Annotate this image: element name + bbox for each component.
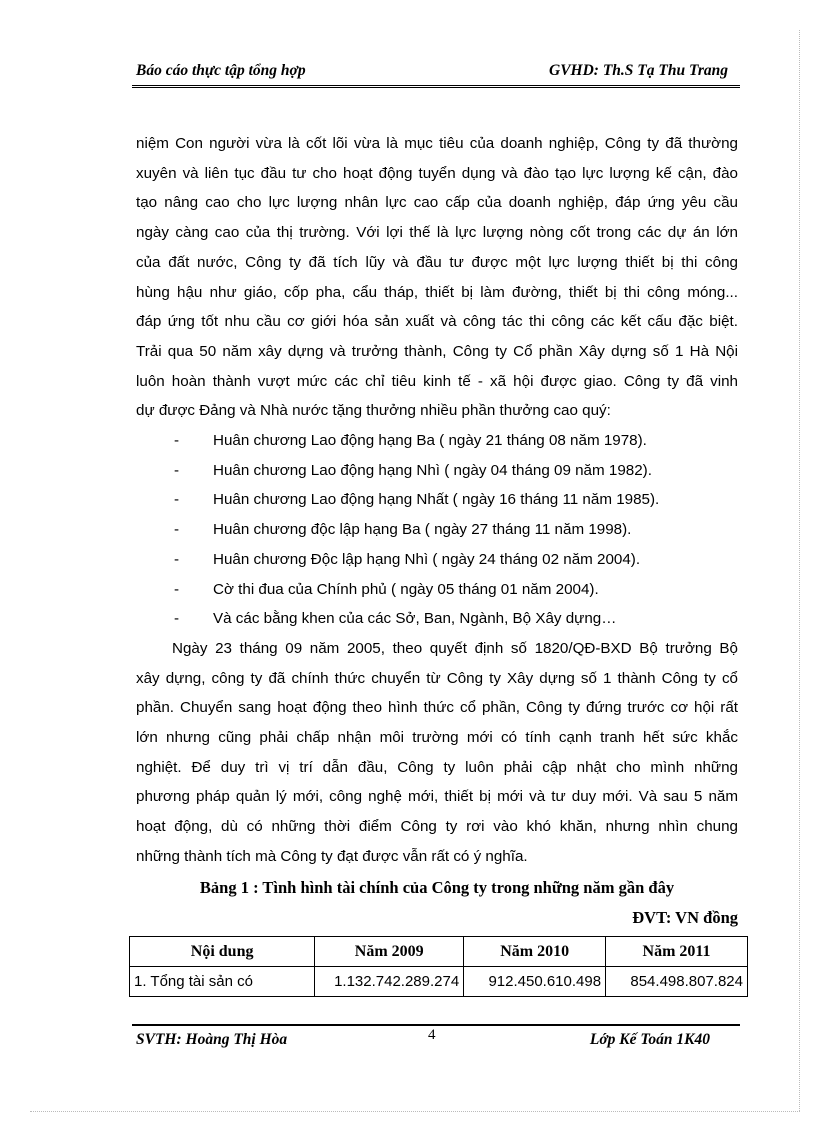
text-line: tạo nâng cao cho lực lượng nhân lực cao cấp của doanh nghiệp, đáp ứng yêu cầu: [136, 194, 738, 212]
table-header-row: [130, 937, 748, 967]
award-item: [136, 604, 738, 634]
text-line: Trải qua 50 năm xây dựng và trưởng thành, Công ty Cổ phần Xây dựng số 1 Hà Nội: [136, 342, 738, 360]
award-text: Huân chương Lao động hạng Nhất ( ngày 16 tháng 11 năm 1985).: [213, 491, 660, 509]
column-header: Nội dung: [130, 937, 315, 967]
page-header: [132, 57, 740, 88]
page-footer: [132, 1024, 740, 1052]
award-item: [136, 515, 738, 545]
bullet-dash: -: [174, 432, 180, 450]
column-header: Năm 2009: [315, 937, 464, 967]
paragraph-company-history: [136, 129, 738, 426]
award-text: Cờ thi đua của Chính phủ ( ngày 05 tháng 01 năm 2004).: [213, 580, 599, 598]
text-line: ngày càng cao của thị trường. Với lợi thế là lực lượng nòng cốt trong các dự án lớn: [136, 224, 738, 242]
award-text: Và các bằng khen của các Sở, Ban, Ngành, Bộ Xây dựng…: [213, 610, 617, 628]
table-caption: Bảng 1 : Tình hình tài chính của Công ty trong những năm gần đây: [199, 877, 675, 897]
header-supervisor: GVHD: Th.S Tạ Thu Trang: [549, 62, 728, 79]
column-header: Năm 2010: [464, 937, 606, 967]
footer-student-name: SVTH: Hoàng Thị Hòa: [136, 1031, 288, 1048]
text-line: hoạt động, dù có những thời điểm Công ty rơi vào khó khăn, nhưng nhìn chung: [136, 818, 738, 836]
award-item: [136, 485, 738, 515]
text-line: những thành tích mà Công ty đạt được vẫn rất có ý nghĩa.: [136, 847, 528, 865]
award-item: [136, 545, 738, 575]
text-line: lớn nhưng cũng phải chấp nhận môi trường mới có tính cạnh tranh hết sức khắc: [136, 729, 738, 747]
text-line: phương pháp quản lý mới, công nghệ mới, thiết bị mới và tư duy mới. Và sau 5 năm: [136, 788, 738, 806]
bullet-dash: -: [174, 550, 180, 568]
text-line: xuyên và liên tục đầu tư cho hoạt động tuyển dụng và đào tạo lực lượng kế cận, đào: [136, 164, 738, 182]
page-number: 4: [428, 1027, 436, 1043]
awards-list: [136, 426, 738, 634]
award-text: Huân chương Lao động hạng Ba ( ngày 21 tháng 08 năm 1978).: [213, 432, 647, 450]
page-border-bottom: [30, 1111, 800, 1112]
text-line: của đất nước, Công ty đã tích lũy và đầu tư được một lực lượng thiết bị thi công: [136, 253, 738, 271]
financial-table: [129, 936, 748, 997]
text-line: Ngày 23 tháng 09 năm 2005, theo quyết định số 1820/QĐ-BXD Bộ trưởng Bộ: [172, 639, 738, 657]
bullet-dash: -: [174, 580, 180, 598]
table-row: [130, 967, 748, 997]
table-cell: 912.450.610.498: [464, 967, 606, 997]
bullet-dash: -: [174, 521, 180, 539]
text-line: dự được Đảng và Nhà nước tặng thưởng nhiều phần thưởng cao quý:: [136, 402, 611, 420]
footer-class-name: Lớp Kế Toán 1K40: [589, 1031, 710, 1048]
table-cell: 1.132.742.289.274: [315, 967, 464, 997]
award-item: [136, 575, 738, 605]
header-report-title: Báo cáo thực tập tổng hợp: [136, 62, 306, 79]
text-line: nghiệt. Để duy trì vị trí dẫn đầu, Công ty luôn phải cập nhật cho mình những: [136, 758, 738, 776]
award-item: [136, 456, 738, 486]
award-text: Huân chương độc lập hạng Ba ( ngày 27 tháng 11 năm 1998).: [213, 521, 632, 539]
bullet-dash: -: [174, 491, 180, 509]
text-line: niệm Con người vừa là cốt lõi vừa là mục tiêu của doanh nghiệp, Công ty đã thường: [136, 135, 738, 152]
table-cell: 1. Tổng tài sản có: [130, 967, 315, 997]
award-item: [136, 426, 738, 456]
table-cell: 854.498.807.824: [606, 967, 748, 997]
text-line: hùng hậu như giáo, cốp pha, cẩu tháp, thiết bị làm đường, thiết bị thi công móng...: [136, 283, 738, 301]
text-line: luôn hoàn thành vượt mức các chỉ tiêu kinh tế - xã hội được giao. Công ty đã vinh: [136, 372, 738, 390]
paragraph-equitization: [136, 634, 738, 872]
text-line: phần. Chuyển sang hoạt động theo hình thức cổ phần, Công ty đứng trước cơ hội rất: [136, 699, 738, 717]
award-text: Huân chương Lao động hạng Nhì ( ngày 04 tháng 09 năm 1982).: [213, 461, 652, 479]
text-line: xây dựng, công ty đã chính thức chuyển từ Công ty Xây dựng số 1 thành Công ty cổ: [136, 669, 738, 687]
text-line: đáp ứng tốt nhu cầu cơ giới hóa sản xuất và công tác thi công các kết cấu đặc biệt.: [136, 313, 738, 331]
bullet-dash: -: [174, 461, 180, 479]
table-unit: ĐVT: VN đồng: [632, 907, 738, 927]
page-border-right: [799, 30, 800, 1111]
bullet-dash: -: [174, 610, 180, 628]
award-text: Huân chương Độc lập hạng Nhì ( ngày 24 tháng 02 năm 2004).: [213, 550, 641, 568]
body-text: [136, 129, 738, 933]
column-header: Năm 2011: [606, 937, 748, 967]
